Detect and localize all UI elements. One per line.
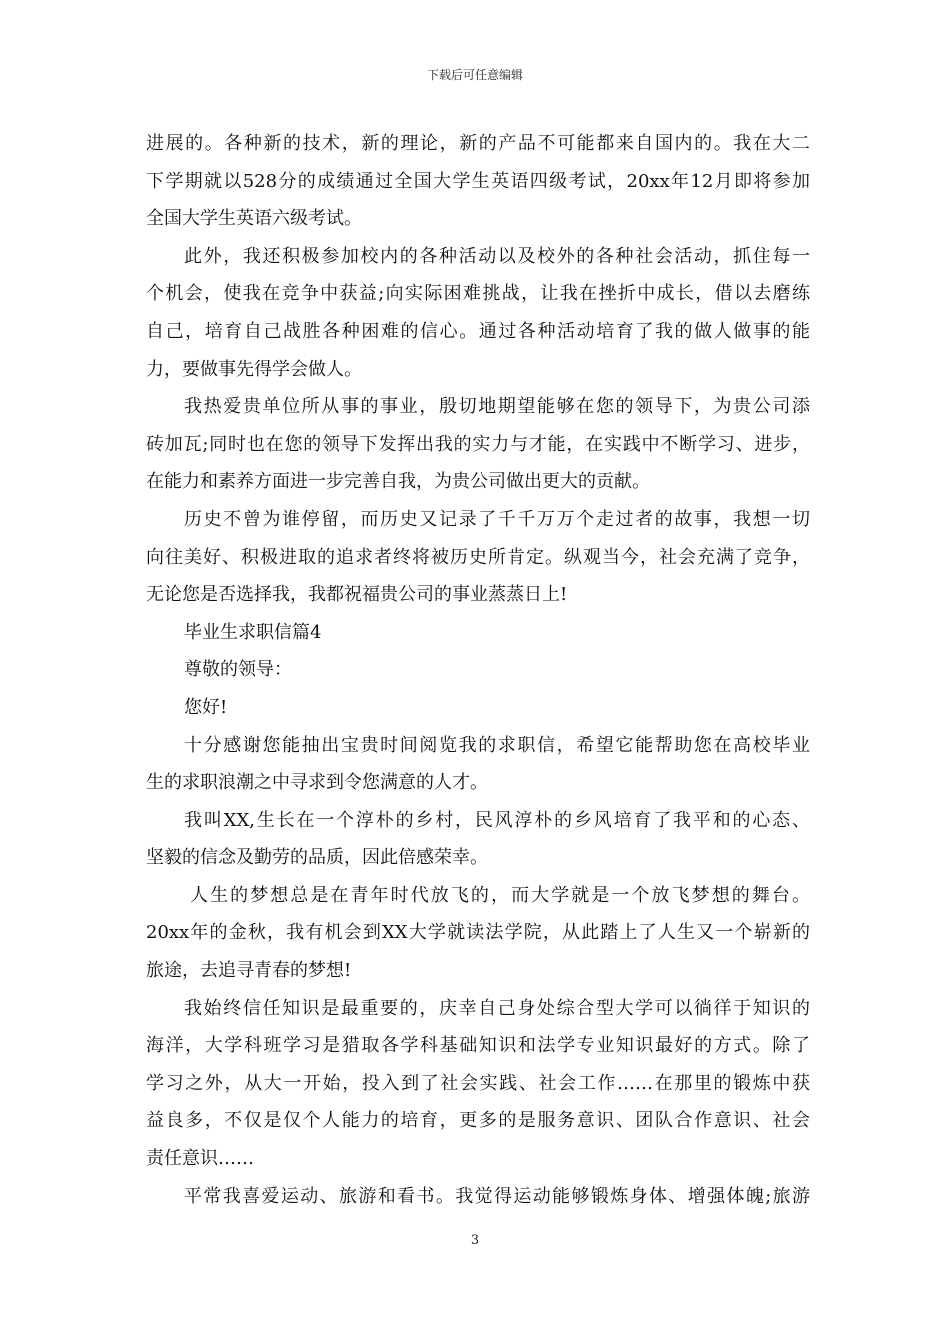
text-line: 旅途，去追寻青春的梦想! <box>146 960 352 982</box>
text-line: 在能力和素养方面进一步完善自我，为贵公司做出更大的贡献。 <box>146 471 650 493</box>
text-line: 砖加瓦;同时也在您的领导下发挥出我的实力与才能，在实践中不断学习、进步， <box>146 433 810 455</box>
text-line: 坚毅的信念及勤劳的品质，因此倍感荣幸。 <box>146 847 488 869</box>
text-line: 下学期就以528分的成绩通过全国大学生英语四级考试，20xx年12月即将参加 <box>146 170 810 192</box>
text-line: 全国大学生英语六级考试。 <box>146 208 362 230</box>
text-line: 20xx年的金秋，我有机会到XX大学就读法学院，从此踏上了人生又一个崭新的 <box>146 922 810 944</box>
text-line: 学习之外，从大一开始，投入到了社会实践、社会工作……在那里的锻炼中获 <box>146 1072 810 1094</box>
text-line: 历史不曾为谁停留，而历史又记录了千千万万个走过者的故事，我想一切 <box>184 508 810 530</box>
text-line: 向往美好、积极进取的追求者终将被历史所肯定。纵观当今，社会充满了竞争， <box>146 546 810 568</box>
text-line: 人生的梦想总是在青年时代放飞的，而大学就是一个放飞梦想的舞台。 <box>190 884 810 906</box>
salutation: 尊敬的领导： <box>184 659 292 681</box>
text-line: 益良多，不仅是仅个人能力的培育，更多的是服务意识、团队合作意识、社会 <box>146 1110 810 1132</box>
text-line: 我热爱贵单位所从事的事业，殷切地期望能够在您的领导下，为贵公司添 <box>184 396 810 418</box>
text-line: 我始终信任知识是最重要的，庆幸自己身处综合型大学可以徜徉于知识的 <box>184 997 810 1019</box>
text-line: 自己，培育自己战胜各种困难的信心。通过各种活动培育了我的做人做事的能 <box>146 320 810 342</box>
section-heading: 毕业生求职信篇4 <box>184 621 322 643</box>
text-line: 责任意识…… <box>146 1148 254 1170</box>
text-line: 个机会，使我在竞争中获益;向实际困难挑战，让我在挫折中成长，借以去磨练 <box>146 283 810 305</box>
greeting: 您好! <box>184 696 228 718</box>
text-line: 生的求职浪潮之中寻求到令您满意的人才。 <box>146 772 488 794</box>
text-line: 进展的。各种新的技术，新的理论，新的产品不可能都来自国内的。我在大二 <box>146 133 810 154</box>
text-line: 力，要做事先得学会做人。 <box>146 358 362 380</box>
text-line: 十分感谢您能抽出宝贵时间阅览我的求职信，希望它能帮助您在高校毕业 <box>184 734 810 756</box>
text-line: 我叫XX,生长在一个淳朴的乡村，民风淳朴的乡风培育了我平和的心态、 <box>184 809 810 831</box>
page-header-note: 下载后可任意编辑 <box>426 68 523 82</box>
text-line: 海洋，大学科班学习是猎取各学科基础知识和法学专业知识最好的方式。除了 <box>146 1035 810 1057</box>
text-line: 平常我喜爱运动、旅游和看书。我觉得运动能够锻炼身体、增强体魄;旅游 <box>184 1185 810 1207</box>
text-line: 无论您是否选择我，我都祝福贵公司的事业蒸蒸日上! <box>146 584 568 606</box>
text-line: 此外，我还积极参加校内的各种活动以及校外的各种社会活动，抓住每一 <box>184 245 810 267</box>
document-body <box>146 125 810 1215</box>
page-number: 3 <box>470 1233 480 1248</box>
